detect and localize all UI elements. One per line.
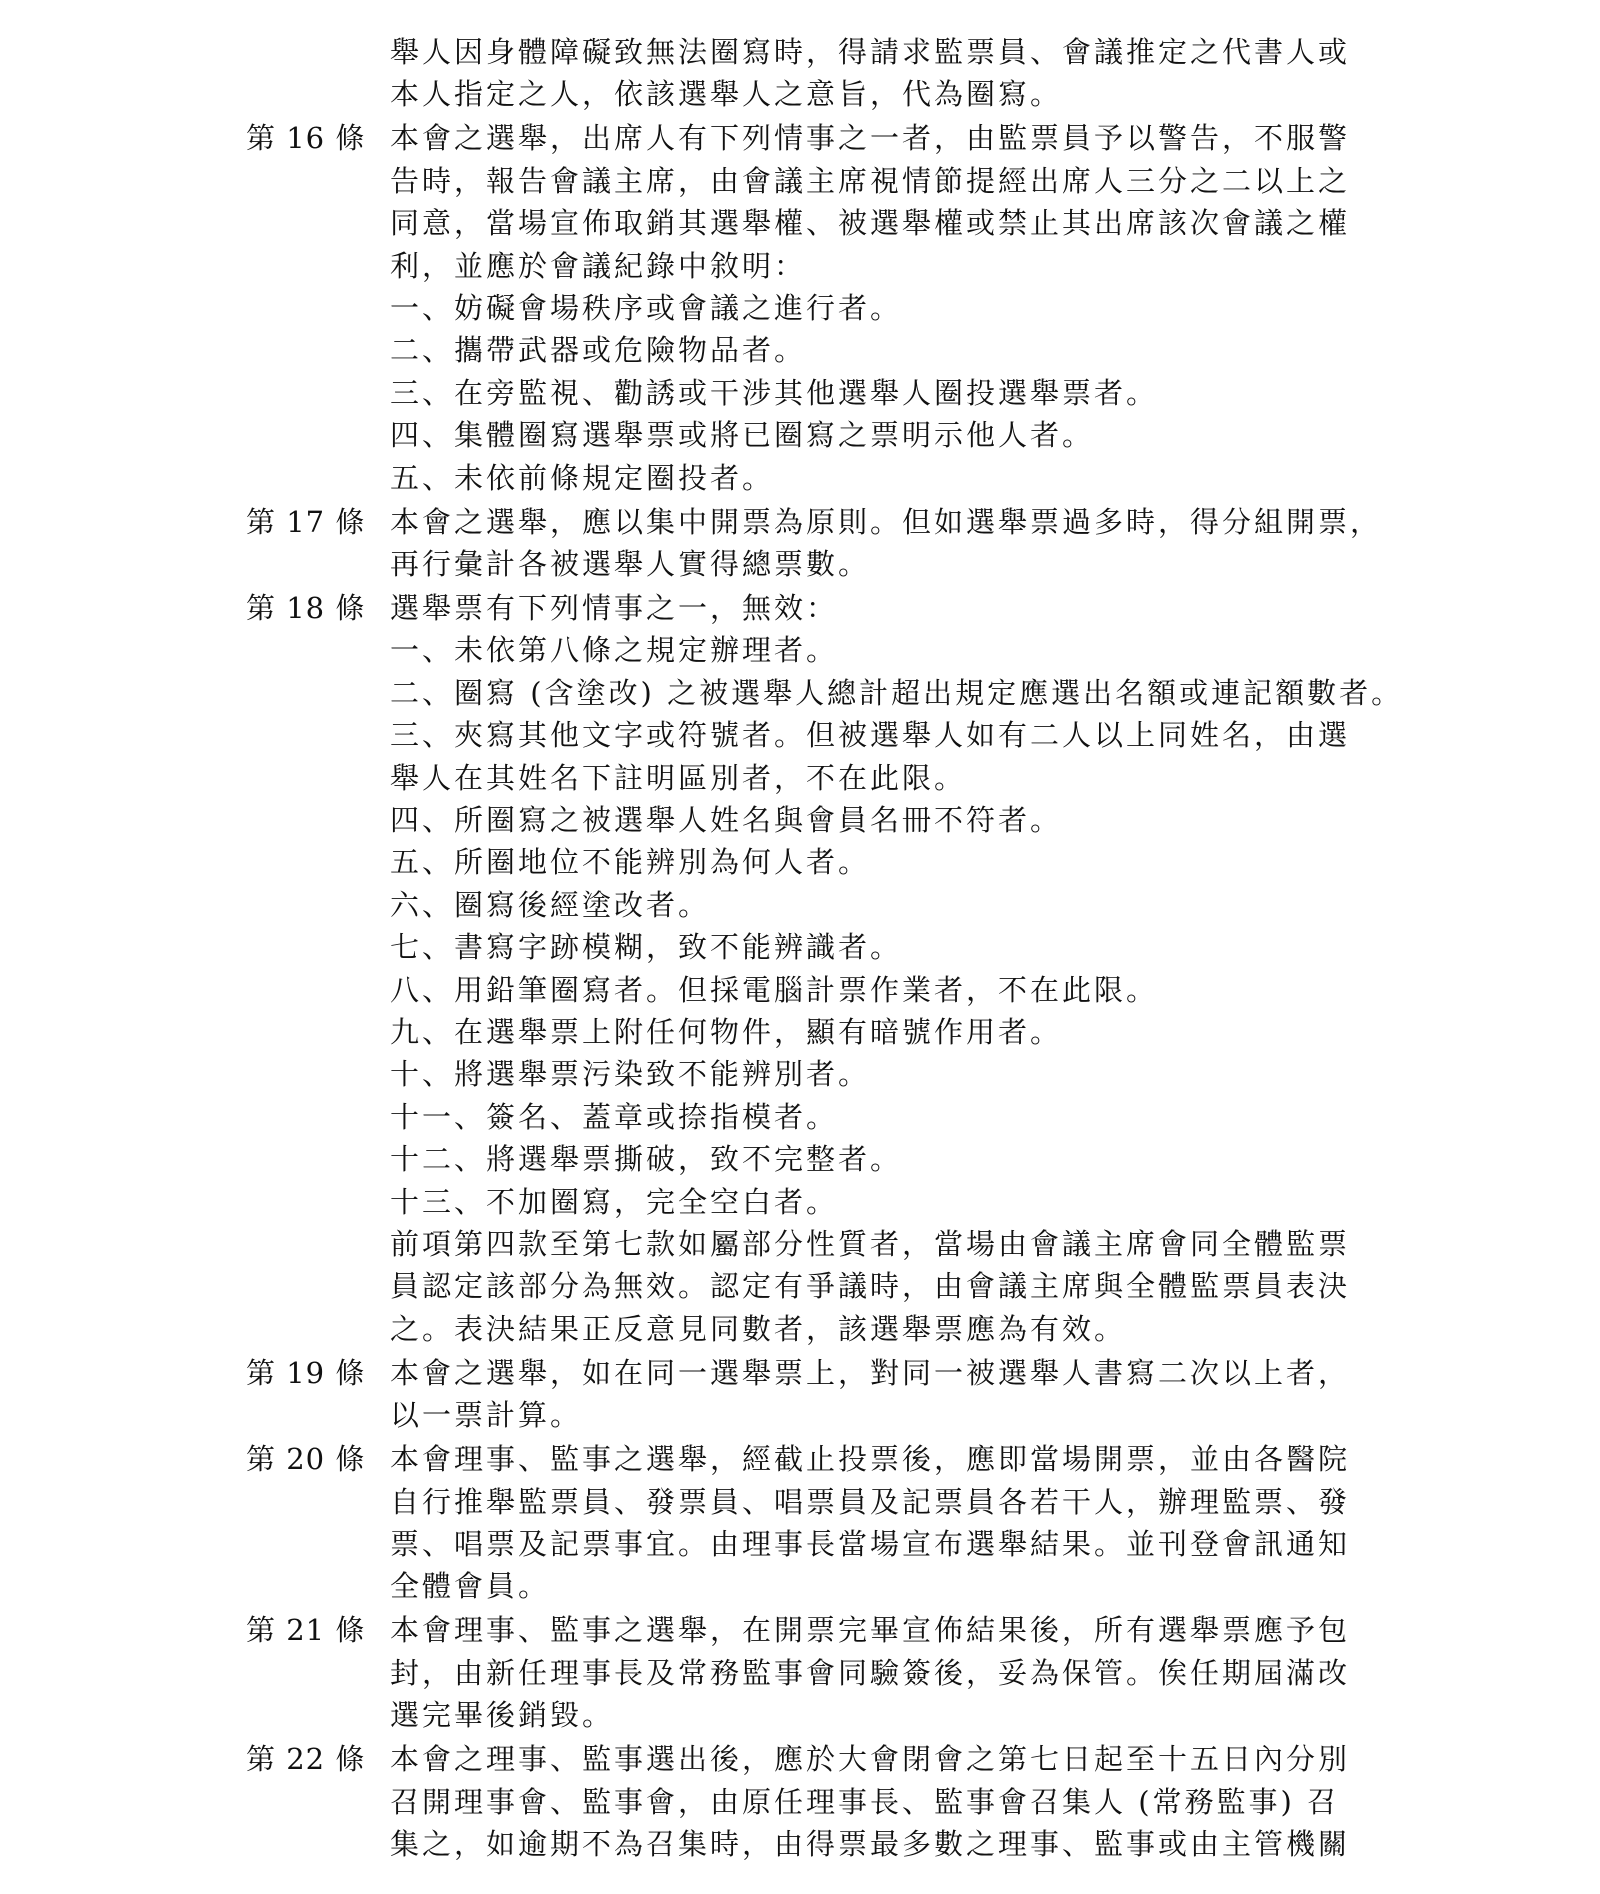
text-line: 封，由新任理事長及常務監事會同驗簽後，妥為保管。俟任期屆滿改: [390, 1656, 1351, 1690]
text-line: 同意，當場宣佈取銷其選舉權、被選舉權或禁止其出席該次會議之權: [390, 206, 1351, 240]
text-line: 十一、簽名、蓋章或捺指模者。: [390, 1100, 839, 1134]
text-line: 前項第四款至第七款如屬部分性質者，當場由會議主席會同全體監票: [390, 1227, 1351, 1261]
text-line: 十、將選舉票污染致不能辨別者。: [390, 1057, 871, 1091]
text-line: 一、未依第八條之規定辦理者。: [390, 633, 839, 667]
text-line: 本會理事、監事之選舉，經截止投票後，應即當場開票，並由各醫院: [390, 1442, 1351, 1476]
text-line: 之。表決結果正反意見同數者，該選舉票應為有效。: [390, 1312, 1127, 1346]
text-line: 五、所圈地位不能辨別為何人者。: [390, 845, 871, 879]
text-line: 八、用鉛筆圈寫者。但採電腦計票作業者，不在此限。: [390, 973, 1159, 1007]
article-number: 第 22 條: [246, 1742, 366, 1776]
text-line: 再行彙計各被選舉人實得總票數。: [390, 547, 871, 581]
text-line: 十二、將選舉票撕破，致不完整者。: [390, 1142, 903, 1176]
text-line: 一、妨礙會場秩序或會議之進行者。: [390, 291, 903, 325]
text-line: 四、所圈寫之被選舉人姓名與會員名冊不符者。: [390, 803, 1063, 837]
text-line: 十三、不加圈寫，完全空白者。: [390, 1185, 839, 1219]
text-line: 二、攜帶武器或危險物品者。: [390, 333, 807, 367]
text-line: 集之，如逾期不為召集時，由得票最多數之理事、監事或由主管機關: [390, 1827, 1351, 1861]
text-line: 選舉票有下列情事之一，無效：: [390, 591, 839, 625]
text-line: 票、唱票及記票事宜。由理事長當場宣布選舉結果。並刊登會訊通知: [390, 1527, 1351, 1561]
text-line: 以一票計算。: [390, 1398, 583, 1432]
article-number: 第 20 條: [246, 1442, 366, 1476]
article-number: 第 21 條: [246, 1613, 366, 1647]
text-line: 自行推舉監票員、發票員、唱票員及記票員各若干人，辦理監票、發: [390, 1485, 1351, 1519]
text-line: 本會之選舉，應以集中開票為原則。但如選舉票過多時，得分組開票，: [390, 505, 1383, 539]
text-line: 召開理事會、監事會，由原任理事長、監事會召集人 (常務監事) 召: [390, 1785, 1340, 1819]
text-line: 選完畢後銷毀。: [390, 1698, 615, 1732]
text-line: 全體會員。: [390, 1569, 551, 1603]
text-line: 本會之選舉，如在同一選舉票上，對同一被選舉人書寫二次以上者，: [390, 1356, 1351, 1390]
article-number: 第 17 條: [246, 505, 366, 539]
text-line: 本會理事、監事之選舉，在開票完畢宣佈結果後，所有選舉票應予包: [390, 1613, 1351, 1647]
text-line: 七、書寫字跡模糊，致不能辨識者。: [390, 930, 903, 964]
article-number: 第 19 條: [246, 1356, 366, 1390]
text-line: 本會之選舉，出席人有下列情事之一者，由監票員予以警告，不服警: [390, 121, 1351, 155]
text-line: 舉人在其姓名下註明區別者，不在此限。: [390, 761, 967, 795]
text-line: 員認定該部分為無效。認定有爭議時，由會議主席與全體監票員表決: [390, 1269, 1351, 1303]
text-line: 舉人因身體障礙致無法圈寫時，得請求監票員、會議推定之代書人或: [390, 35, 1351, 69]
text-line: 三、在旁監視、勸誘或干涉其他選舉人圈投選舉票者。: [390, 376, 1159, 410]
text-line: 本會之理事、監事選出後，應於大會閉會之第七日起至十五日內分別: [390, 1742, 1351, 1776]
text-line: 本人指定之人，依該選舉人之意旨，代為圈寫。: [390, 77, 1063, 111]
text-line: 告時，報告會議主席，由會議主席視情節提經出席人三分之二以上之: [390, 164, 1351, 198]
text-line: 九、在選舉票上附任何物件，顯有暗號作用者。: [390, 1015, 1063, 1049]
text-line: 五、未依前條規定圈投者。: [390, 461, 775, 495]
text-line: 六、圈寫後經塗改者。: [390, 888, 711, 922]
article-number: 第 16 條: [246, 121, 366, 155]
text-line: 二、圈寫 (含塗改) 之被選舉人總計超出規定應選出名額或連記額數者。: [390, 676, 1404, 710]
text-line: 四、集體圈寫選舉票或將已圈寫之票明示他人者。: [390, 418, 1095, 452]
text-line: 利，並應於會議紀錄中敘明：: [390, 249, 807, 283]
article-number: 第 18 條: [246, 591, 366, 625]
text-line: 三、夾寫其他文字或符號者。但被選舉人如有二人以上同姓名，由選: [390, 718, 1351, 752]
